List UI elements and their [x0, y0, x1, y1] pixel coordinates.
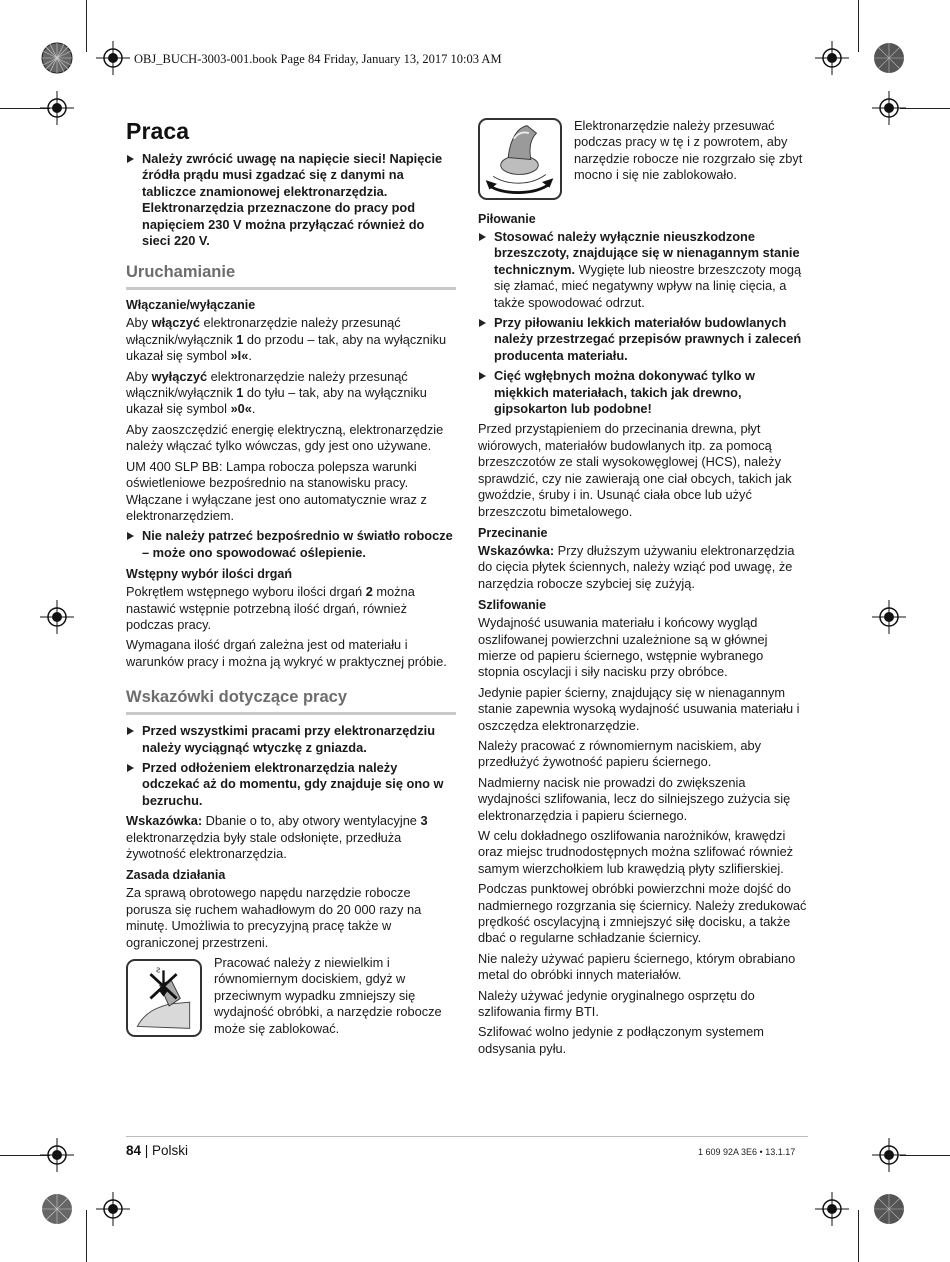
paragraph-oscillation-2: Wymagana ilość drgań zależna jest od materiału i warunków pracy i można ją wykryć w praktycznej próbie. — [126, 637, 447, 669]
unplug-warning — [126, 723, 456, 756]
paragraph-sanding-6: Podczas punktowej obróbki powierzchni może dojść do nadmiernego rozgrzania się ściernicy. Należy zredukować prędkość oscylacyjną i zmniejszyć siłę docisku, a także dbać o regularne schładzanie ściernicy. — [478, 881, 807, 946]
crop-line — [86, 0, 87, 52]
subheading-sanding: Szlifowanie — [478, 598, 547, 613]
paragraph-principle: Za sprawą obrotowego napędu narzędzie robocze porusza się ruchem wahadłowym do 20 000 razy na minutę. Umożliwia to precyzyjną pracę także w ograniczonej przestrzeni. — [126, 885, 422, 950]
voltage-warning — [126, 151, 456, 249]
light-pressure-illustration-icon — [126, 959, 202, 1037]
crosshair-mark-icon — [40, 91, 74, 125]
crop-line — [858, 0, 859, 52]
paragraph-sanding-5: W celu dokładnego oszlifowania narożników, krawędzi oraz miejsc trudnodostępnych można szlifować również samym wierzchołkiem lub krawędzią płyty szlifierskiej. — [478, 828, 794, 876]
crosshair-mark-icon — [872, 1138, 906, 1172]
plunge-cut-warning — [478, 368, 808, 417]
crosshair-mark-icon — [40, 600, 74, 634]
paragraph-move-tool: Elektronarzędzie należy przesuwać podczas pracy w tę i z powrotem, aby narzędzie robocze nie rozgrzało się zbyt mocno i się nie zablokowało. — [574, 118, 803, 183]
subheading-sawing: Piłowanie — [478, 212, 536, 226]
footer-language: Polski — [152, 1143, 189, 1158]
paragraph-sanding-3: Należy pracować z równomiernym naciskiem, aby przedłużyć żywotność papieru ściernego. — [478, 737, 762, 770]
light-warning-text: Nie należy patrzeć bezpośrednio w światło robocze – może ono spowodować oślepienie. — [142, 528, 453, 560]
paragraph-work-light: UM 400 SLP BB: Lampa robocza polepsza warunki oświetleniowe bezpośrednio na stanowisku pracy. Włączane i wyłączane jest ono automatycznie wraz z elektronarzędziem. — [126, 458, 427, 523]
page-number: 84 — [126, 1143, 142, 1158]
crop-line — [858, 1210, 859, 1262]
crosshair-mark-icon — [815, 1192, 849, 1226]
light-warning — [126, 528, 456, 561]
left-column — [126, 116, 456, 1041]
crosshair-mark-icon — [872, 91, 906, 125]
subheading-oscillation: Wstępny wybór ilości drgań — [126, 567, 292, 582]
building-material-warning — [478, 315, 808, 364]
bullet-arrow-icon — [127, 155, 134, 163]
back-and-forth-motion-illustration-icon — [478, 118, 562, 200]
crop-line — [86, 1210, 87, 1262]
crosshair-mark-icon — [815, 41, 849, 75]
paragraph-switch-on: Aby włączyć elektronarzędzie należy przesunąć włącznik/wyłącznik 1 do przodu – tak, aby na wyłączniku ukazał się symbol »I«. — [126, 315, 447, 364]
bullet-arrow-icon — [127, 764, 134, 772]
unplug-warning-text: Przed wszystkimi pracami przy elektronarzędziu należy wyciągnąć wtyczkę z gniazda. — [142, 723, 436, 755]
registration-mark-icon — [40, 1192, 74, 1226]
building-material-warning-text: Przy piłowaniu lekkich materiałów budowlanych należy przestrzegać przepisów prawnych i zaleceń producenta materiału. — [494, 315, 802, 363]
paragraph-sanding-7: Nie należy używać papieru ściernego, którym obrabiano metal do obróbki innych materiałów. — [478, 950, 796, 983]
crosshair-mark-icon — [96, 41, 130, 75]
standstill-warning-text: Przed odłożeniem elektronarzędzia należy odczekać aż do momentu, gdy znajduje się ono w bezruchu. — [142, 759, 444, 808]
bullet-arrow-icon — [127, 727, 134, 735]
bullet-arrow-icon — [479, 372, 486, 380]
paragraph-foreign-objects: Przed przystąpieniem do przecinania drewna, płyt wiórowych, materiałów budowlanych itp. za pomocą brzeszczotów ze stali wysokowęglowej (HCS), należy sprawdzić, czy nie zawierają one ciał obcych, takich jak gwoździe, śruby i in. Usunąć ciała obce lub użyć brzeszczotu bimetalowego. — [478, 421, 792, 519]
paragraph-energy: Aby zaoszczędzić energię elektryczną, elektronarzędzie należy włączać tylko wówczas, gdy jest ono używane. — [126, 421, 444, 454]
blade-warning-text: Wygięte lub nieostre brzeszczoty mogą się złamać, mieć negatywny wpływ na linię cięcia, a także spowodować odrzut. — [494, 261, 802, 310]
registration-mark-icon — [872, 41, 906, 75]
page-footer — [126, 1143, 188, 1158]
pressure-figure-row — [126, 955, 456, 1041]
registration-mark-icon — [872, 1192, 906, 1226]
paragraph-sanding-1: Wydajność usuwania materiału i końcowy wygląd oszlifowanej powierzchni uzależnione są w głównej mierze od papieru ściernego, wstępnie wybranego stopnia oscylacji i siły nacisku przy obróbce. — [478, 615, 768, 680]
bullet-arrow-icon — [479, 233, 486, 241]
document-code: 1 609 92A 3E6 • 13.1.17 — [698, 1147, 796, 1157]
cutting-note: Wskazówka: Przy dłuższym używaniu elektronarzędzia do cięcia płytek ściennych, należy wziąć pod uwagę, że narzędzia robocze szybciej się zużyją. — [478, 542, 795, 591]
standstill-warning — [126, 760, 456, 809]
paragraph-sanding-9: Szlifować wolno jedynie z podłączonym systemem odsysania pyłu. — [478, 1024, 764, 1056]
paragraph-sanding-8: Należy używać jedynie oryginalnego osprzętu do szlifowania firmy BTI. — [478, 987, 755, 1020]
book-info-header: OBJ_BUCH-3003-001.book Page 84 Friday, January 13, 2017 10:03 AM — [134, 52, 502, 66]
footer-separator: | — [141, 1143, 153, 1158]
motion-figure-row — [478, 118, 808, 200]
paragraph-switch-off: Aby wyłączyć elektronarzędzie należy przesunąć włącznik/wyłącznik 1 do tyłu – tak, aby na wyłączniku ukazał się symbol »0«. — [126, 368, 427, 417]
paragraph-sanding-2: Jedynie papier ścierny, znajdujący się w nienagannym stanie zapewnia wysoką wydajność usuwania materiału i oszczędza elektronarzędzie. — [478, 684, 800, 733]
subheading-cutting: Przecinanie — [478, 525, 548, 540]
page-title: Praca — [126, 118, 190, 144]
subheading-on-off: Włączanie/wyłączanie — [126, 298, 256, 313]
crosshair-mark-icon — [96, 1192, 130, 1226]
voltage-warning-text: Należy zwrócić uwagę na napięcie sieci! Napięcie źródła prądu musi zgadzać się z danymi na tabliczce znamionowej elektronarzędzia. Elektronarzędzia przeznaczone do pracy pod napięciem 230 V można przyłączać również do sieci 220 V. — [142, 151, 443, 249]
plunge-cut-warning-text: Cięć wgłębnych można dokonywać tylko w miękkich materiałach, takich jak drewno, gipsokarton lub podobne! — [494, 368, 755, 417]
subheading-principle: Zasada działania — [126, 868, 226, 883]
section-title-tips: Wskazówki dotyczące pracy — [126, 688, 456, 715]
blade-warning — [478, 229, 808, 311]
paragraph-sanding-4: Nadmierny nacisk nie prowadzi do zwiększenia wydajności szlifowania, lecz do silniejszego zużycia się elektronarzędzia i papieru ściernego. — [478, 774, 791, 823]
crosshair-mark-icon — [872, 600, 906, 634]
crop-line — [900, 1155, 950, 1156]
blade-warning-bold: Stosować należy wyłącznie nieuszkodzone brzeszczoty, znajdujące się w nienagannym stanie technicznym. — [494, 229, 800, 277]
bullet-arrow-icon — [479, 319, 486, 327]
ventilation-note: Wskazówka: Dbanie o to, aby otwory wentylacyjne 3 elektronarzędzia były stale odsłonięte, przedłuża żywotność elektronarzędzia. — [126, 813, 428, 861]
paragraph-pressure: Pracować należy z niewielkim i równomiernym dociskiem, gdyż w przeciwnym wypadku zmniejszy się wydajność obróbki, a narzędzie robocze może się zablokować. — [214, 955, 442, 1036]
paragraph-oscillation: Pokrętłem wstępnego wyboru ilości drgań 2 można nastawić wstępnie potrzebną ilość drgań, również podczas pracy. — [126, 584, 415, 632]
right-column — [478, 118, 808, 1061]
bullet-arrow-icon — [127, 532, 134, 540]
crosshair-mark-icon — [40, 1138, 74, 1172]
svg-text:ƨ: ƨ — [156, 964, 161, 975]
section-title-start: Uruchamianie — [126, 263, 456, 290]
crop-line — [900, 108, 950, 109]
registration-mark-icon — [40, 41, 74, 75]
footer-divider — [126, 1136, 808, 1137]
